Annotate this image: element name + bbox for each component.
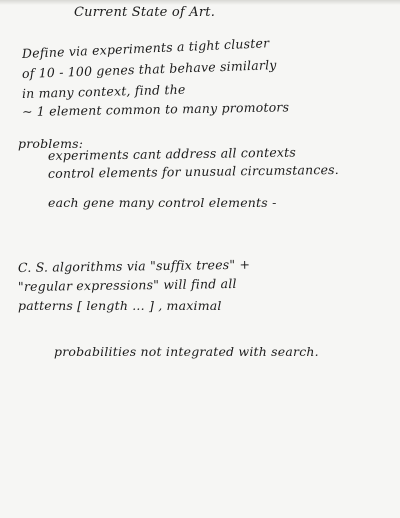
note-line-7: control elements for unusual circumstances. bbox=[47, 161, 340, 181]
note-line-11: patterns [ length ... ] , maximal bbox=[18, 298, 222, 313]
note-line-3: in many context, find the bbox=[21, 81, 186, 101]
note-line-12: probabilities not integrated with search. bbox=[54, 344, 319, 359]
note-line-10: "regular expressions" will find all bbox=[17, 275, 237, 294]
note-line-1: Define via experiments a tight cluster bbox=[21, 35, 270, 61]
note-line-6: experiments cant address all contexts bbox=[47, 144, 297, 163]
problems-heading: problems: bbox=[18, 136, 84, 151]
note-line-9: C. S. algorithms via "suffix trees" + bbox=[17, 256, 251, 275]
note-line-4: ~ 1 element common to many promotors bbox=[21, 99, 290, 119]
note-line-8: each gene many control elements - bbox=[48, 195, 277, 210]
note-title: Current State of Art. bbox=[74, 5, 216, 20]
note-line-2: of 10 - 100 genes that behave similarly bbox=[21, 57, 277, 81]
